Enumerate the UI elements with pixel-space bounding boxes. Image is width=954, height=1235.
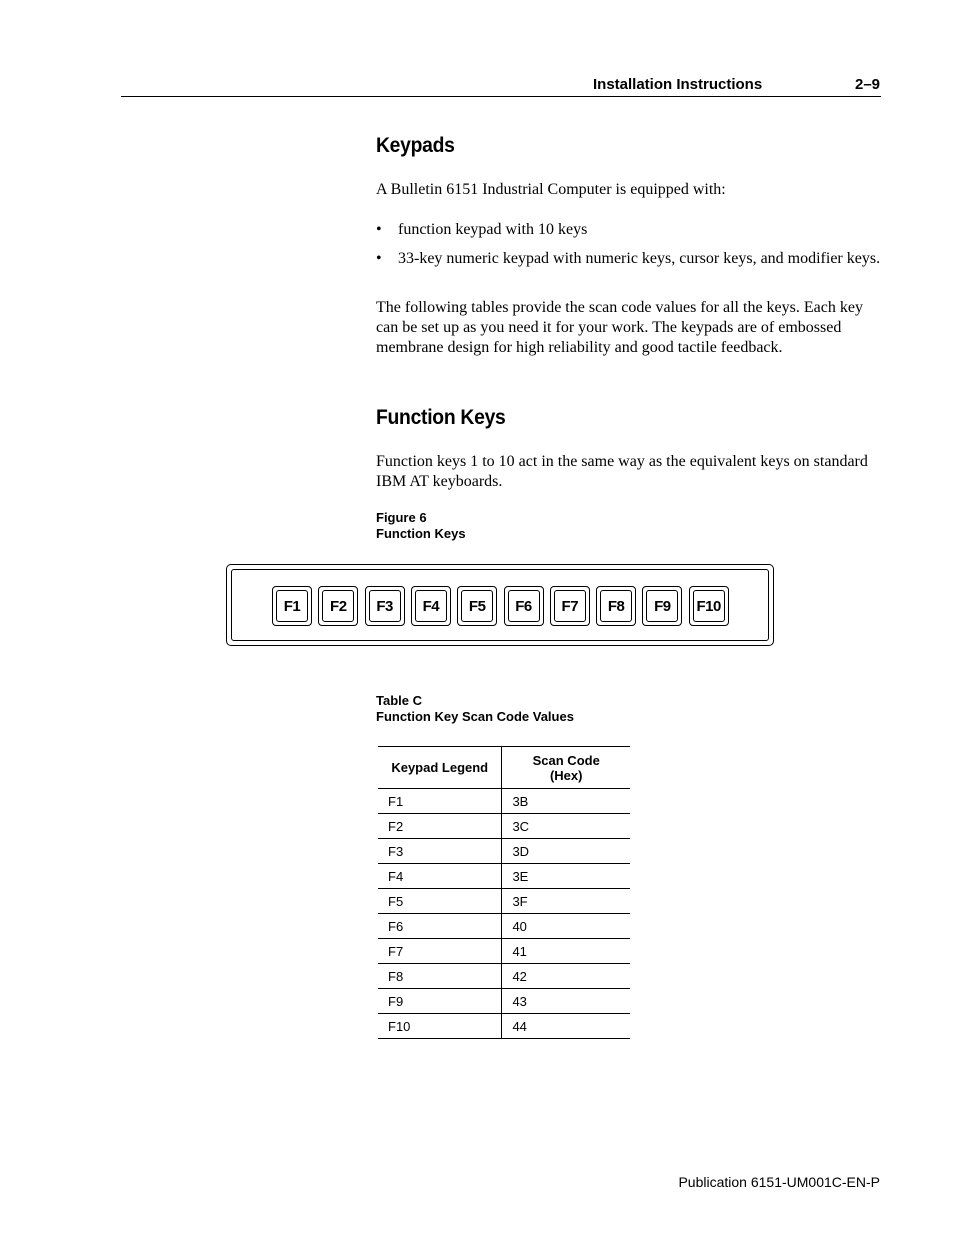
keypad-legend-cell: F10 bbox=[378, 1014, 502, 1039]
table-row bbox=[378, 914, 630, 939]
figure-caption bbox=[376, 510, 466, 542]
table-caption bbox=[376, 693, 574, 725]
keypads-heading: Keypads bbox=[376, 134, 455, 157]
table-row bbox=[378, 939, 630, 964]
running-header-title: Installation Instructions bbox=[593, 76, 763, 93]
scan-code-cell: 3F bbox=[502, 889, 630, 914]
figure-title: Function Keys bbox=[376, 526, 466, 541]
function-key-f3 bbox=[365, 586, 405, 626]
bullet-text: function keypad with 10 keys bbox=[398, 221, 588, 238]
function-key-label: F5 bbox=[461, 590, 493, 622]
table-row bbox=[378, 789, 630, 814]
function-keys-heading: Function Keys bbox=[376, 406, 506, 429]
scan-code-cell: 3C bbox=[502, 814, 630, 839]
bullet-item bbox=[376, 249, 881, 269]
keypad-legend-cell: F1 bbox=[378, 789, 502, 814]
table-row bbox=[378, 989, 630, 1014]
keypad-legend-cell: F4 bbox=[378, 864, 502, 889]
keypad-legend-cell: F5 bbox=[378, 889, 502, 914]
scan-code-cell: 3B bbox=[502, 789, 630, 814]
function-key-f7 bbox=[550, 586, 590, 626]
function-key-f1 bbox=[272, 586, 312, 626]
scan-code-cell: 42 bbox=[502, 964, 630, 989]
keypad-legend-cell: F3 bbox=[378, 839, 502, 864]
function-key-f2 bbox=[318, 586, 358, 626]
page-number: 2–9 bbox=[855, 76, 881, 93]
function-key-label: F2 bbox=[322, 590, 354, 622]
bullet-item bbox=[376, 220, 881, 240]
figure-number: Figure 6 bbox=[376, 510, 427, 525]
table-body bbox=[378, 789, 630, 1039]
bullet-text: 33-key numeric keypad with numeric keys, cursor keys, and modifier keys. bbox=[398, 250, 881, 267]
function-key-label: F8 bbox=[600, 590, 632, 622]
function-key-label: F6 bbox=[508, 590, 540, 622]
column-header-keypad-legend: Keypad Legend bbox=[378, 747, 502, 789]
table-row bbox=[378, 839, 630, 864]
column-header-scan-code bbox=[502, 747, 630, 789]
function-key-label: F7 bbox=[554, 590, 586, 622]
keypad-legend-cell: F2 bbox=[378, 814, 502, 839]
table-number: Table C bbox=[376, 693, 422, 708]
function-key-f9 bbox=[642, 586, 682, 626]
table-row bbox=[378, 889, 630, 914]
keypads-intro: A Bulletin 6151 Industrial Computer is equipped with: bbox=[376, 181, 726, 198]
keypads-body: The following tables provide the scan code values for all the keys. Each key can be set up as you need it for your work. The keypads are of embossed membrane design for high reliability and good tactile feedback. bbox=[376, 299, 863, 356]
keypad-legend-cell: F6 bbox=[378, 914, 502, 939]
keypad-legend-cell: F7 bbox=[378, 939, 502, 964]
keypad-legend-cell: F8 bbox=[378, 964, 502, 989]
table-row bbox=[378, 964, 630, 989]
scan-code-cell: 3E bbox=[502, 864, 630, 889]
function-key-label: F10 bbox=[693, 590, 725, 622]
function-key-f6 bbox=[504, 586, 544, 626]
publication-footer: Publication 6151-UM001C-EN-P bbox=[678, 1174, 880, 1190]
scan-code-cell: 40 bbox=[502, 914, 630, 939]
function-key-label: F4 bbox=[415, 590, 447, 622]
scan-code-cell: 44 bbox=[502, 1014, 630, 1039]
function-key-f8 bbox=[596, 586, 636, 626]
keypad-legend-cell: F9 bbox=[378, 989, 502, 1014]
table-row bbox=[378, 1014, 630, 1039]
table-row bbox=[378, 864, 630, 889]
scan-code-header-text: Scan Code (Hex) bbox=[532, 752, 600, 783]
scan-code-cell: 3D bbox=[502, 839, 630, 864]
scan-code-cell: 43 bbox=[502, 989, 630, 1014]
function-key-label: F3 bbox=[369, 590, 401, 622]
function-key-f10 bbox=[689, 586, 729, 626]
scan-code-cell: 41 bbox=[502, 939, 630, 964]
table-title: Function Key Scan Code Values bbox=[376, 709, 574, 724]
bullet-dot: • bbox=[376, 250, 382, 267]
function-key-label: F9 bbox=[646, 590, 678, 622]
scan-code-table bbox=[378, 746, 630, 1039]
bullet-dot: • bbox=[376, 221, 382, 238]
function-key-f5 bbox=[457, 586, 497, 626]
table-row bbox=[378, 814, 630, 839]
header-rule bbox=[121, 96, 881, 97]
table-header-row bbox=[378, 747, 630, 789]
function-key-f4 bbox=[411, 586, 451, 626]
function-key-label: F1 bbox=[276, 590, 308, 622]
function-keys-body: Function keys 1 to 10 act in the same way as the equivalent keys on standard IBM AT keyboards. bbox=[376, 453, 868, 490]
